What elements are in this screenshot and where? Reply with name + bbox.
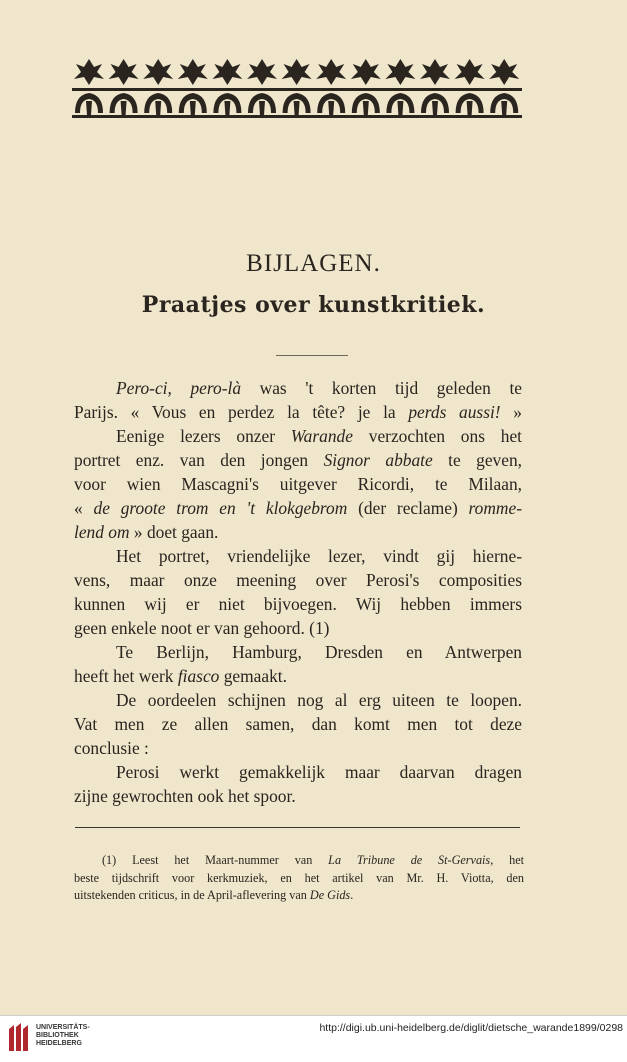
body-line: Het portret, vriendelijke lezer, vindt gij hierne- [116,546,522,566]
ornament-motif [178,59,208,85]
decorative-ornament-band [72,55,522,119]
page-title: BIJLAGEN. [246,250,381,277]
ornament-arch [213,93,241,115]
body-line: zijne gewrochten ook het spoor. [74,786,296,806]
body-line: conclusie : [74,738,149,758]
ornament-motif [212,59,242,85]
body-line: Perosi werkt gemakkelijk maar daarvan dragen [116,762,522,782]
body-text [74,376,522,808]
body-line: Te Berlijn, Hamburg, Dresden en Antwerpen [116,642,522,662]
ornament-arch [144,93,172,115]
footnote-divider [75,827,520,828]
body-line: Vat men ze allen samen, dan komt men tot deze [74,714,522,734]
library-name: UNIVERSITÄTS- BIBLIOTHEK HEIDELBERG [36,1024,90,1047]
body-line: voor wien Mascagni's uitgever Ricordi, te Milaan, [74,474,522,494]
body-line: lend om » doet gaan. [74,522,219,542]
ornament-motif [282,59,312,85]
ornament-motif [143,59,173,85]
ornament-motif [316,59,346,85]
footnote [74,852,524,905]
ornament-motif [109,59,139,85]
ornament-arch [421,93,449,115]
ornament-arch [179,93,207,115]
body-line: heeft het werk fiasco gemaakt. [74,666,287,686]
source-url-link[interactable]: http://digi.ub.uni-heidelberg.de/diglit/dietsche_warande1899/0298 [319,1022,623,1034]
ornament-band-line [72,88,522,91]
ornament-motif [420,59,450,85]
body-line: kunnen wij er niet bijvoegen. Wij hebben immers [74,594,522,614]
ornament-motif [247,59,277,85]
body-line: Eenige lezers onzer Warande verzochten ons het [116,426,522,446]
body-line: geen enkele noot er van gehoord. (1) [74,618,330,638]
ornament-arch [75,93,103,115]
footnote-line: beste tijdschrift voor kerkmuziek, en het artikel van Mr. H. Viotta, den [74,870,524,885]
ornament-arch [456,93,484,115]
ornament-arch [317,93,345,115]
ornament-arch [490,93,518,115]
body-line: « de groote trom en 't klokgebrom (der reclame) romme- [74,498,522,518]
ornament-motif [385,59,415,85]
ornament-arch [248,93,276,115]
ornament-band-line [72,115,522,118]
university-library-logo-icon [6,1021,32,1055]
ornament-arch [386,93,414,115]
body-line: vens, maar onze meening over Perosi's composities [74,570,522,590]
ornament-arch [283,93,311,115]
page-subtitle: Praatjes over kunstkritiek. [141,292,486,318]
ornament-motif [351,59,381,85]
ornament-motif [74,59,104,85]
body-line: De oordeelen schijnen nog al erg uiteen te loopen. [116,690,522,710]
ornament-arch [110,93,138,115]
ornament-motif [455,59,485,85]
ornament-motif [489,59,519,85]
body-line: Pero-ci, pero-là was 't korten tijd geleden te [116,378,523,398]
footnote-line: (1) Leest het Maart-nummer van La Tribune de St-Gervais, het [102,853,524,867]
body-line: Parijs. « Vous en perdez la tête? je la perds aussi! » [74,402,522,422]
divider [276,355,348,356]
body-line: portret enz. van den jongen Signor abbate te geven, [74,450,523,470]
footnote-line: uitstekenden criticus, in de April-aflevering van De Gids. [74,888,354,902]
ornament-arch [352,93,380,115]
